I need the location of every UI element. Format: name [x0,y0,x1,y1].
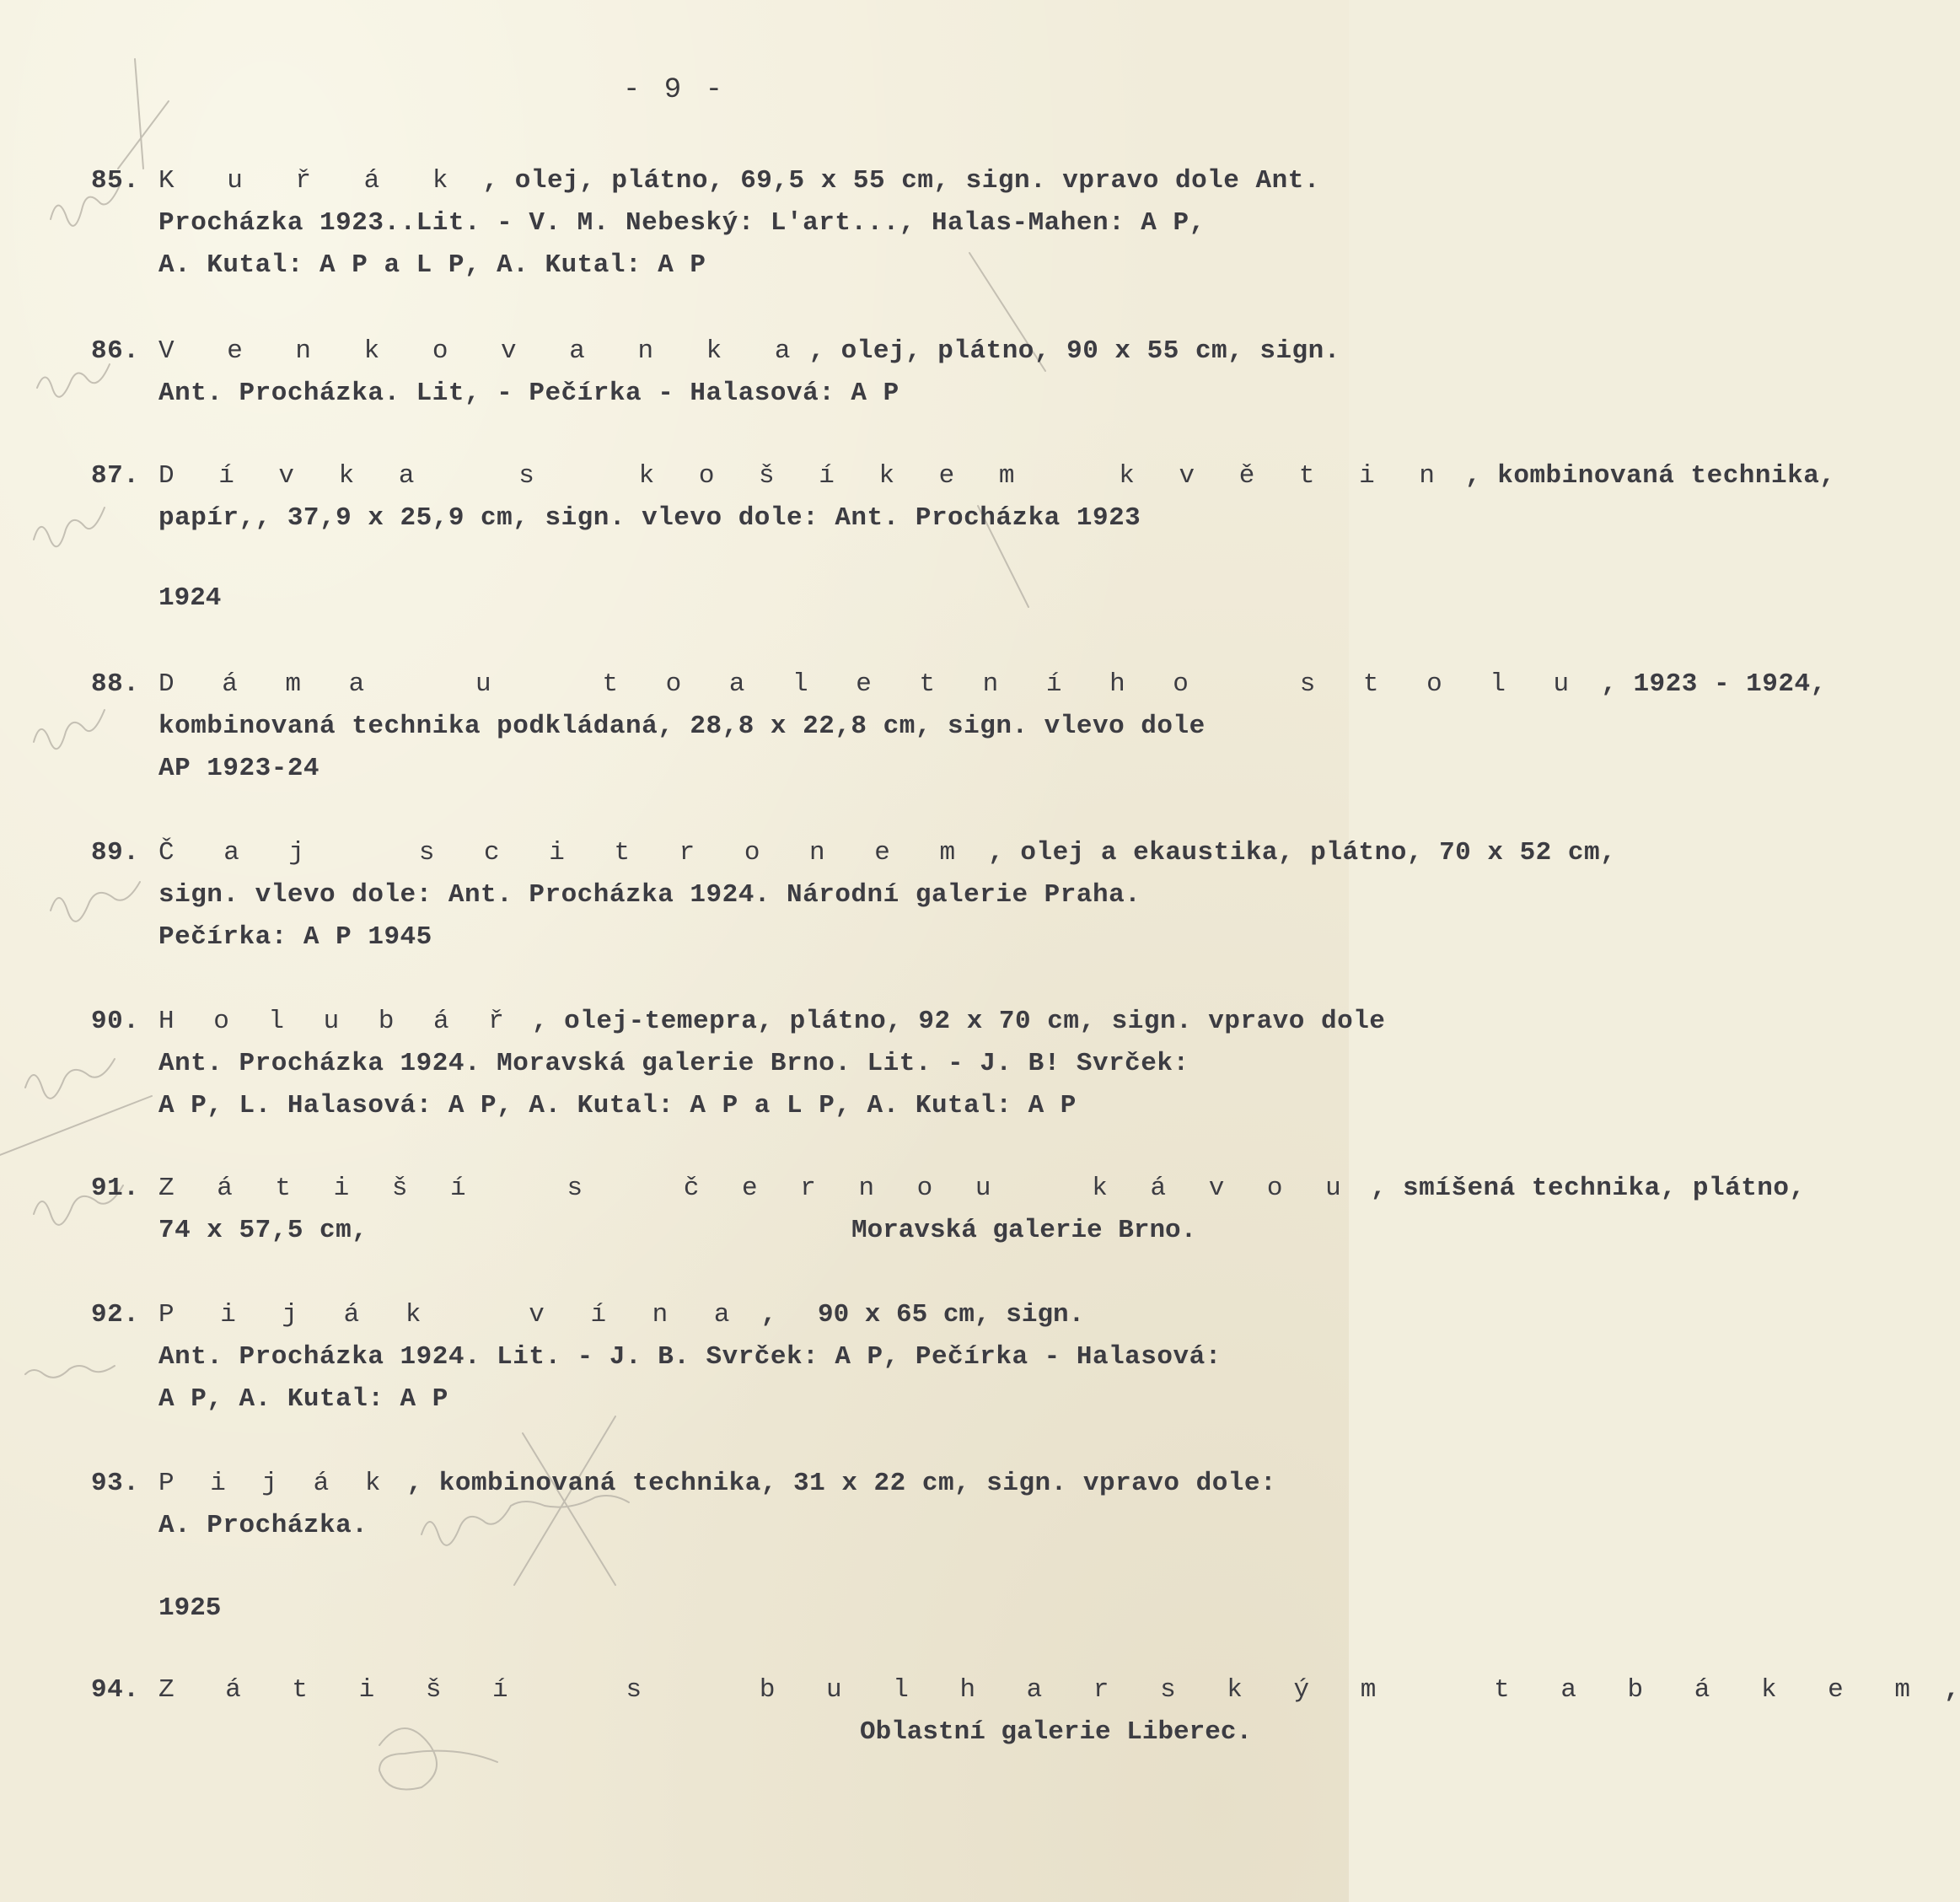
entry-number: 86. [91,336,140,366]
entry-text: , [744,1300,777,1330]
entry-line: Ant. Procházka 1924. Moravská galerie Brno. Lit. - J. B! Svrček: [158,1049,1189,1078]
work-title: P i j á k [158,1469,391,1498]
entry-dimensions: 90 x 65 cm, sign. [818,1300,1085,1330]
entry-number: 85. [91,166,140,196]
entry-line: A. Kutal: A P a L P, A. Kutal: A P [158,250,706,280]
entry-line [158,664,1827,706]
entry-line [158,1463,1276,1505]
entry-number: 87. [91,461,140,491]
entry-line: A P, A. Kutal: A P [158,1384,448,1414]
entry-line [158,160,1320,202]
entry-gallery: Moravská galerie Brno. [851,1216,1197,1245]
entry-line: Procházka 1923..Lit. - V. M. Nebeský: L'art..., Halas-Mahen: A P, [158,208,1206,238]
entry-number: 90. [91,1007,140,1036]
work-title: P i j á k v í n a [158,1300,745,1330]
year-heading: 1925 [158,1593,222,1623]
work-title: H o l u b á ř [158,1007,516,1036]
work-title: Z á t i š í s b u l h a r s k ý m t a b á k e m [158,1675,1928,1705]
entry-line: Pečírka: A P 1945 [158,922,432,952]
work-title: Č a j s c i t r o n e m [158,838,973,868]
entry-number: 92. [91,1300,140,1330]
entry-number: 93. [91,1469,140,1498]
work-title: V e n k o v a n k a [158,336,809,366]
entry-line: kombinovaná technika podkládaná, 28,8 x 22,8 cm, sign. vlevo dole [158,712,1206,741]
entry-line: 74 x 57,5 cm, [158,1216,368,1245]
entry-text: , smíšená technika, plátno, [1354,1174,1806,1203]
entry-text: , [1927,1675,1960,1705]
entry-text: , olej, plátno, 69,5 x 55 cm, sign. vpravo dole Ant. [466,166,1320,196]
entry-line [158,1669,1960,1711]
entry-text: , olej a ekaustika, plátno, 70 x 52 cm, [972,838,1617,868]
work-title: Z á t i š í s č e r n o u k á v o u [158,1174,1355,1203]
entry-text: , olej-temepra, plátno, 92 x 70 cm, sign. vpravo dole [515,1007,1386,1036]
entry-number: 94. [91,1675,140,1705]
entry-text: , olej, plátno, 90 x 55 cm, sign. [808,336,1340,366]
year-heading: 1924 [158,583,222,613]
entry-line: papír,, 37,9 x 25,9 cm, sign. vlevo dole: Ant. Procházka 1923 [158,503,1141,533]
entry-number: 88. [91,669,140,699]
entry-text: , 1923 - 1924, [1585,669,1827,699]
entry-gallery: Oblastní galerie Liberec. [860,1717,1253,1747]
entry-line [158,1294,777,1336]
entry-line [158,330,1340,373]
entry-line: sign. vlevo dole: Ant. Procházka 1924. Národní galerie Praha. [158,880,1141,910]
work-title: D í v k a s k o š í k e m k v ě t i n [158,461,1449,491]
entry-line: Ant. Procházka. Lit, - Pečírka - Halasová: A P [158,379,899,408]
work-title: D á m a u t o a l e t n í h o s t o l u [158,669,1586,699]
entry-line: A. Procházka. [158,1511,368,1540]
entry-line [158,1168,1806,1210]
entry-line [158,832,1616,874]
entry-line [158,455,1835,497]
entry-line: AP 1923-24 [158,754,320,783]
entry-text: , kombinovaná technika, 31 x 22 cm, sign. vpravo dole: [390,1469,1277,1498]
entry-line [158,1001,1385,1043]
entry-number: 91. [91,1174,140,1203]
entry-line: A P, L. Halasová: A P, A. Kutal: A P a L P, A. Kutal: A P [158,1091,1077,1120]
entry-number: 89. [91,838,140,868]
page-number: - 9 - [622,74,727,106]
entry-line: Ant. Procházka 1924. Lit. - J. B. Svrček: A P, Pečírka - Halasová: [158,1342,1222,1372]
work-title: K u ř á k [158,166,467,196]
entry-text: , kombinovaná technika, [1448,461,1836,491]
